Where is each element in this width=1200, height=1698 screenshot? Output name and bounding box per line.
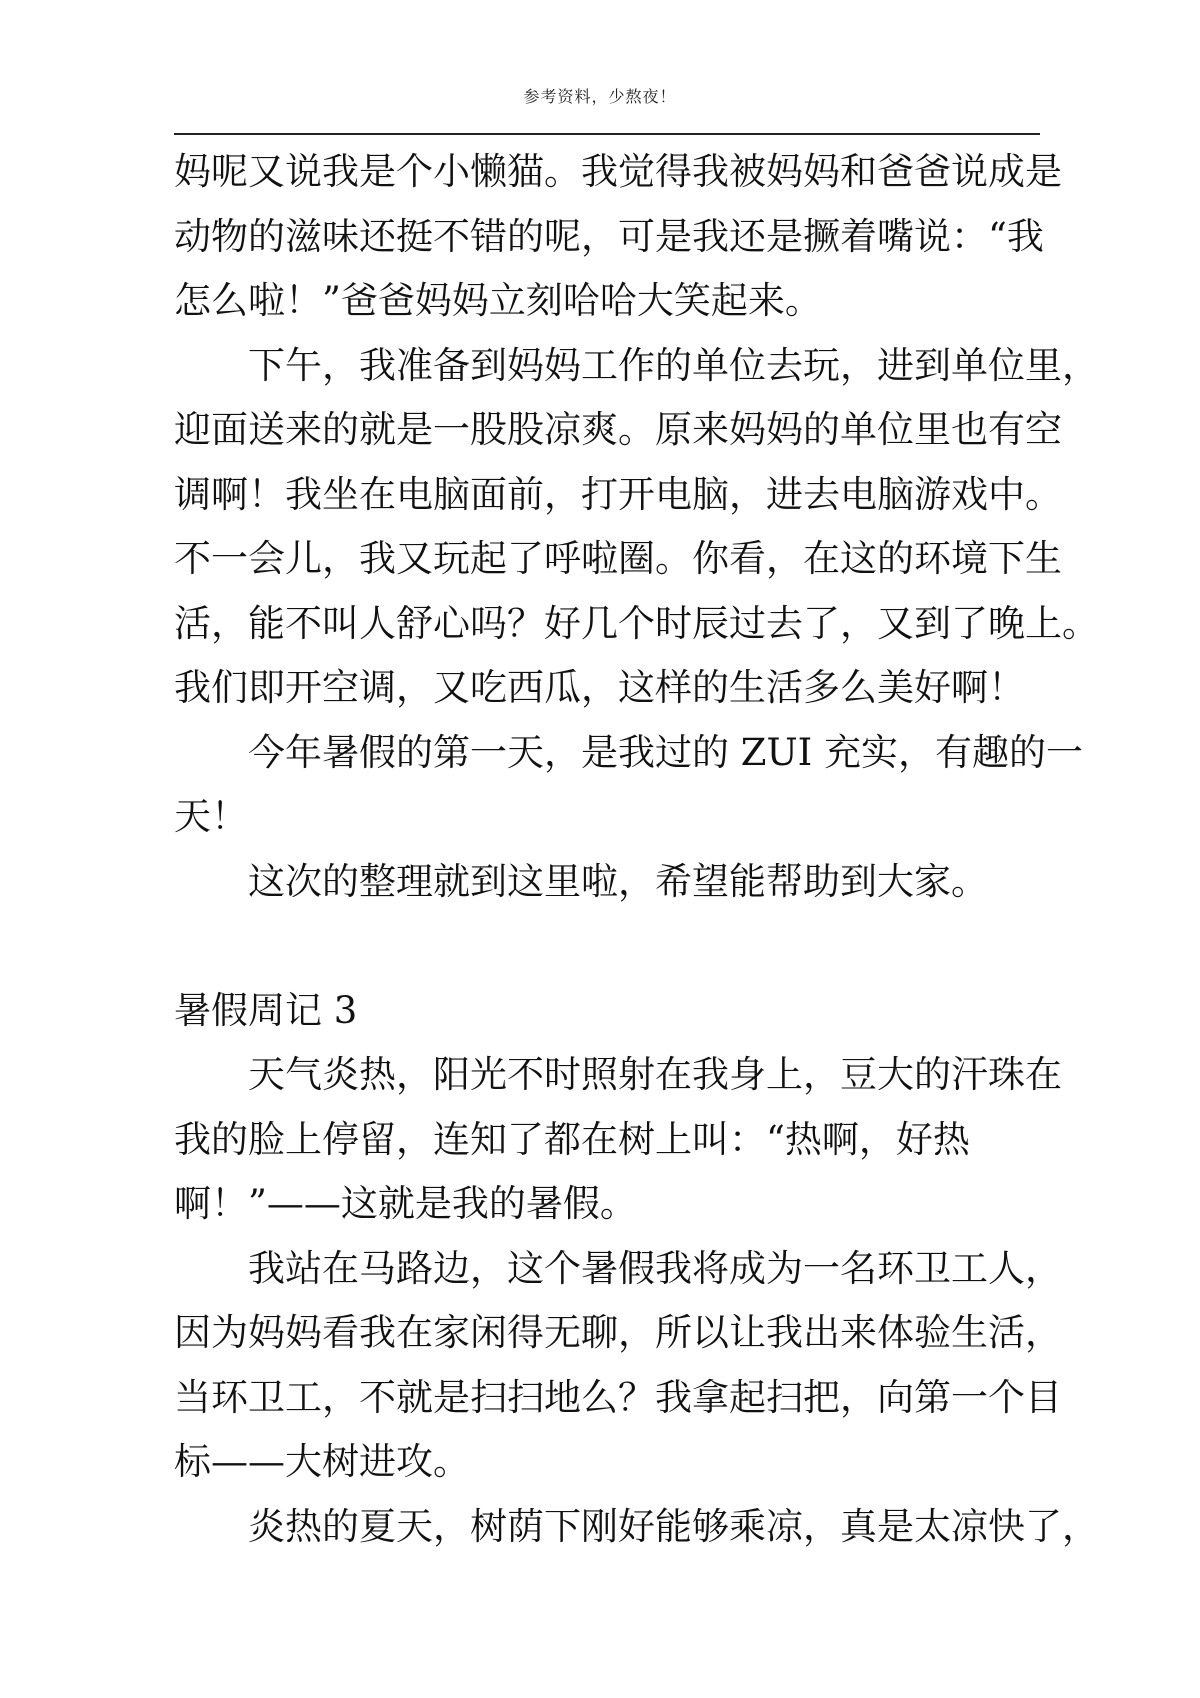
text-line: 活，能不叫人舒心吗？好几个时辰过去了，又到了晚上。 — [174, 601, 1099, 645]
section-title: 暑假周记 3 — [174, 988, 358, 1032]
text-line: 天气炎热，阳光不时照射在我身上，豆大的汗珠在 — [248, 1053, 1062, 1096]
text-line: 妈呢又说我是个小懒猫。我觉得我被妈妈和爸爸说成是 — [174, 150, 1062, 193]
text-line: 我们即开空调，又吃西瓜，这样的生活多么美好啊！ — [174, 666, 1025, 709]
text-line: 下午，我准备到妈妈工作的单位去玩，进到单位里， — [248, 343, 1099, 387]
text-line: 这次的整理就到这里啦，希望能帮助到大家。 — [248, 859, 988, 903]
page-header: 参考资料，少熬夜！ — [523, 87, 677, 106]
text-line: 炎热的夏天，树荫下刚好能够乘凉，真是太凉快了， — [248, 1504, 1099, 1548]
header-divider — [174, 133, 1040, 135]
document-body — [174, 140, 1099, 1559]
text-line: 调啊！我坐在电脑面前，打开电脑，进去电脑游戏中。 — [174, 472, 1062, 516]
text-line: 因为妈妈看我在家闲得无聊，所以让我出来体验生活， — [174, 1311, 1062, 1354]
text-line: 动物的滋味还挺不错的呢，可是我还是撅着嘴说：“我 — [174, 214, 1044, 258]
paragraph-gap — [174, 914, 1040, 979]
text-line: 标——大树进攻。 — [174, 1440, 470, 1483]
text-line: 啊！”——这就是我的暑假。 — [174, 1182, 637, 1225]
text-line: 我的脸上停留，连知了都在树上叫：“热啊，好热 — [174, 1117, 970, 1161]
text-line: 怎么啦！”爸爸妈妈立刻哈哈大笑起来。 — [174, 279, 822, 322]
text-line: 当环卫工，不就是扫扫地么？我拿起扫把，向第一个目 — [174, 1375, 1062, 1419]
text-line: 迎面送来的就是一股股凉爽。原来妈妈的单位里也有空 — [174, 408, 1062, 451]
text-line: 不一会儿，我又玩起了呼啦圈。你看，在这的环境下生 — [174, 537, 1062, 580]
text-line: 我站在马路边，这个暑假我将成为一名环卫工人， — [248, 1246, 1062, 1290]
text-line: 今年暑假的第一天，是我过的 ZUI 充实，有趣的一 — [248, 730, 1084, 774]
text-line: 天！ — [174, 795, 248, 838]
